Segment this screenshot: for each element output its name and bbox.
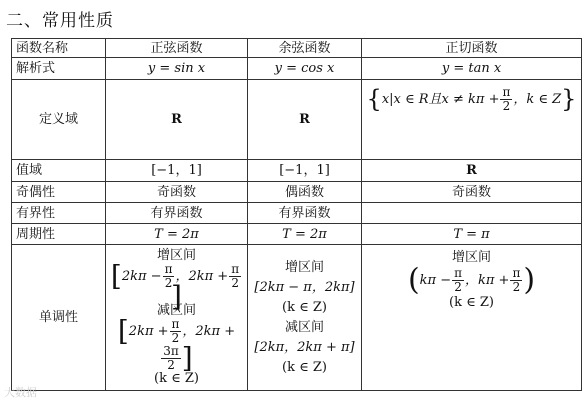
- tan-period: T = π: [362, 224, 582, 245]
- cos-decrease-interval: [2kπ，2kπ + π]: [254, 339, 355, 355]
- label-period: 周期性: [12, 224, 106, 245]
- cos-k-condition-2: (k ∈ Z): [282, 359, 327, 375]
- tan-domain-set: x|x ∈ R且x ≠ kπ +: [381, 92, 500, 107]
- sin-decrease-label: 减区间: [156, 303, 196, 319]
- header-tangent: 正切函数: [362, 39, 582, 58]
- trig-properties-table: [11, 38, 582, 391]
- row-monotonicity: [12, 245, 582, 391]
- cos-increase-label: 增区间: [284, 259, 324, 275]
- sin-increase-label: 增区间: [156, 247, 196, 263]
- row-domain: [12, 80, 582, 160]
- cos-bounded: 有界函数: [248, 203, 362, 224]
- header-row: [12, 39, 582, 58]
- tan-monotonicity: [362, 245, 582, 391]
- tan-domain: {x|x ∈ R且x ≠ kπ + $\frac{\pi}{2}$ ，k ∈ Z}: [362, 80, 582, 160]
- cos-monotonicity: [248, 245, 362, 391]
- tan-parity: 奇函数: [362, 182, 582, 203]
- cos-increase-interval: [2kπ − π，2kπ]: [254, 279, 355, 295]
- cos-domain: R: [248, 80, 362, 160]
- cos-decrease-label: 减区间: [284, 319, 324, 335]
- pi-over-two-fraction: $\frac{\pi}{2}$: [502, 85, 511, 113]
- cos-parity: 偶函数: [248, 182, 362, 203]
- cos-expression: y = cos x: [248, 58, 362, 80]
- sin-increase-interval: [2kπ − $\frac{\pi}{2}$ ，2kπ + $\frac{\pi}{2}$ ]: [110, 259, 240, 313]
- sin-domain: R: [106, 80, 248, 160]
- sin-k-condition: (k ∈ Z): [154, 371, 199, 387]
- tan-k-condition: (k ∈ Z): [449, 295, 494, 310]
- cos-period: T = 2π: [248, 224, 362, 245]
- label-range: 值域: [12, 160, 106, 182]
- cos-range: [−1，1]: [248, 160, 362, 182]
- row-period: [12, 224, 582, 245]
- section-heading: 二、常用性质: [6, 11, 114, 31]
- header-function-name: 函数名称: [12, 39, 106, 58]
- sin-parity: 奇函数: [106, 182, 248, 203]
- sin-bounded: 有界函数: [106, 203, 248, 224]
- tan-domain-tail: ，k ∈ Z: [513, 92, 562, 107]
- row-bounded: [12, 203, 582, 224]
- tan-bounded: [362, 203, 582, 224]
- row-parity: [12, 182, 582, 203]
- label-domain: 定义域: [12, 80, 106, 160]
- header-cosine: 余弦函数: [248, 39, 362, 58]
- sin-period: T = 2π: [106, 224, 248, 245]
- label-expression: 解析式: [12, 58, 106, 80]
- watermark: 大数据: [4, 386, 37, 399]
- tan-range: R: [362, 160, 582, 182]
- sin-range: [−1，1]: [106, 160, 248, 182]
- row-range: [12, 160, 582, 182]
- cos-k-condition-1: (k ∈ Z): [282, 299, 327, 315]
- tan-expression: y = tan x: [362, 58, 582, 80]
- label-bounded: 有界性: [12, 203, 106, 224]
- sin-expression: y = sin x: [106, 58, 248, 80]
- header-sine: 正弦函数: [106, 39, 248, 58]
- row-expression: [12, 58, 582, 80]
- tan-increase-label: 增区间: [451, 250, 491, 265]
- label-parity: 奇偶性: [12, 182, 106, 203]
- label-monotonicity: 单调性: [12, 245, 106, 391]
- tan-increase-interval: (kπ − $\frac{\pi}{2}$ ，kπ + $\frac{\pi}{2}$ ): [407, 262, 536, 298]
- sin-decrease-interval: [2kπ + $\frac{\pi}{2}$ ，2kπ + $\frac{3\pi}{2}$ ]: [117, 314, 236, 375]
- sin-monotonicity: [106, 245, 248, 391]
